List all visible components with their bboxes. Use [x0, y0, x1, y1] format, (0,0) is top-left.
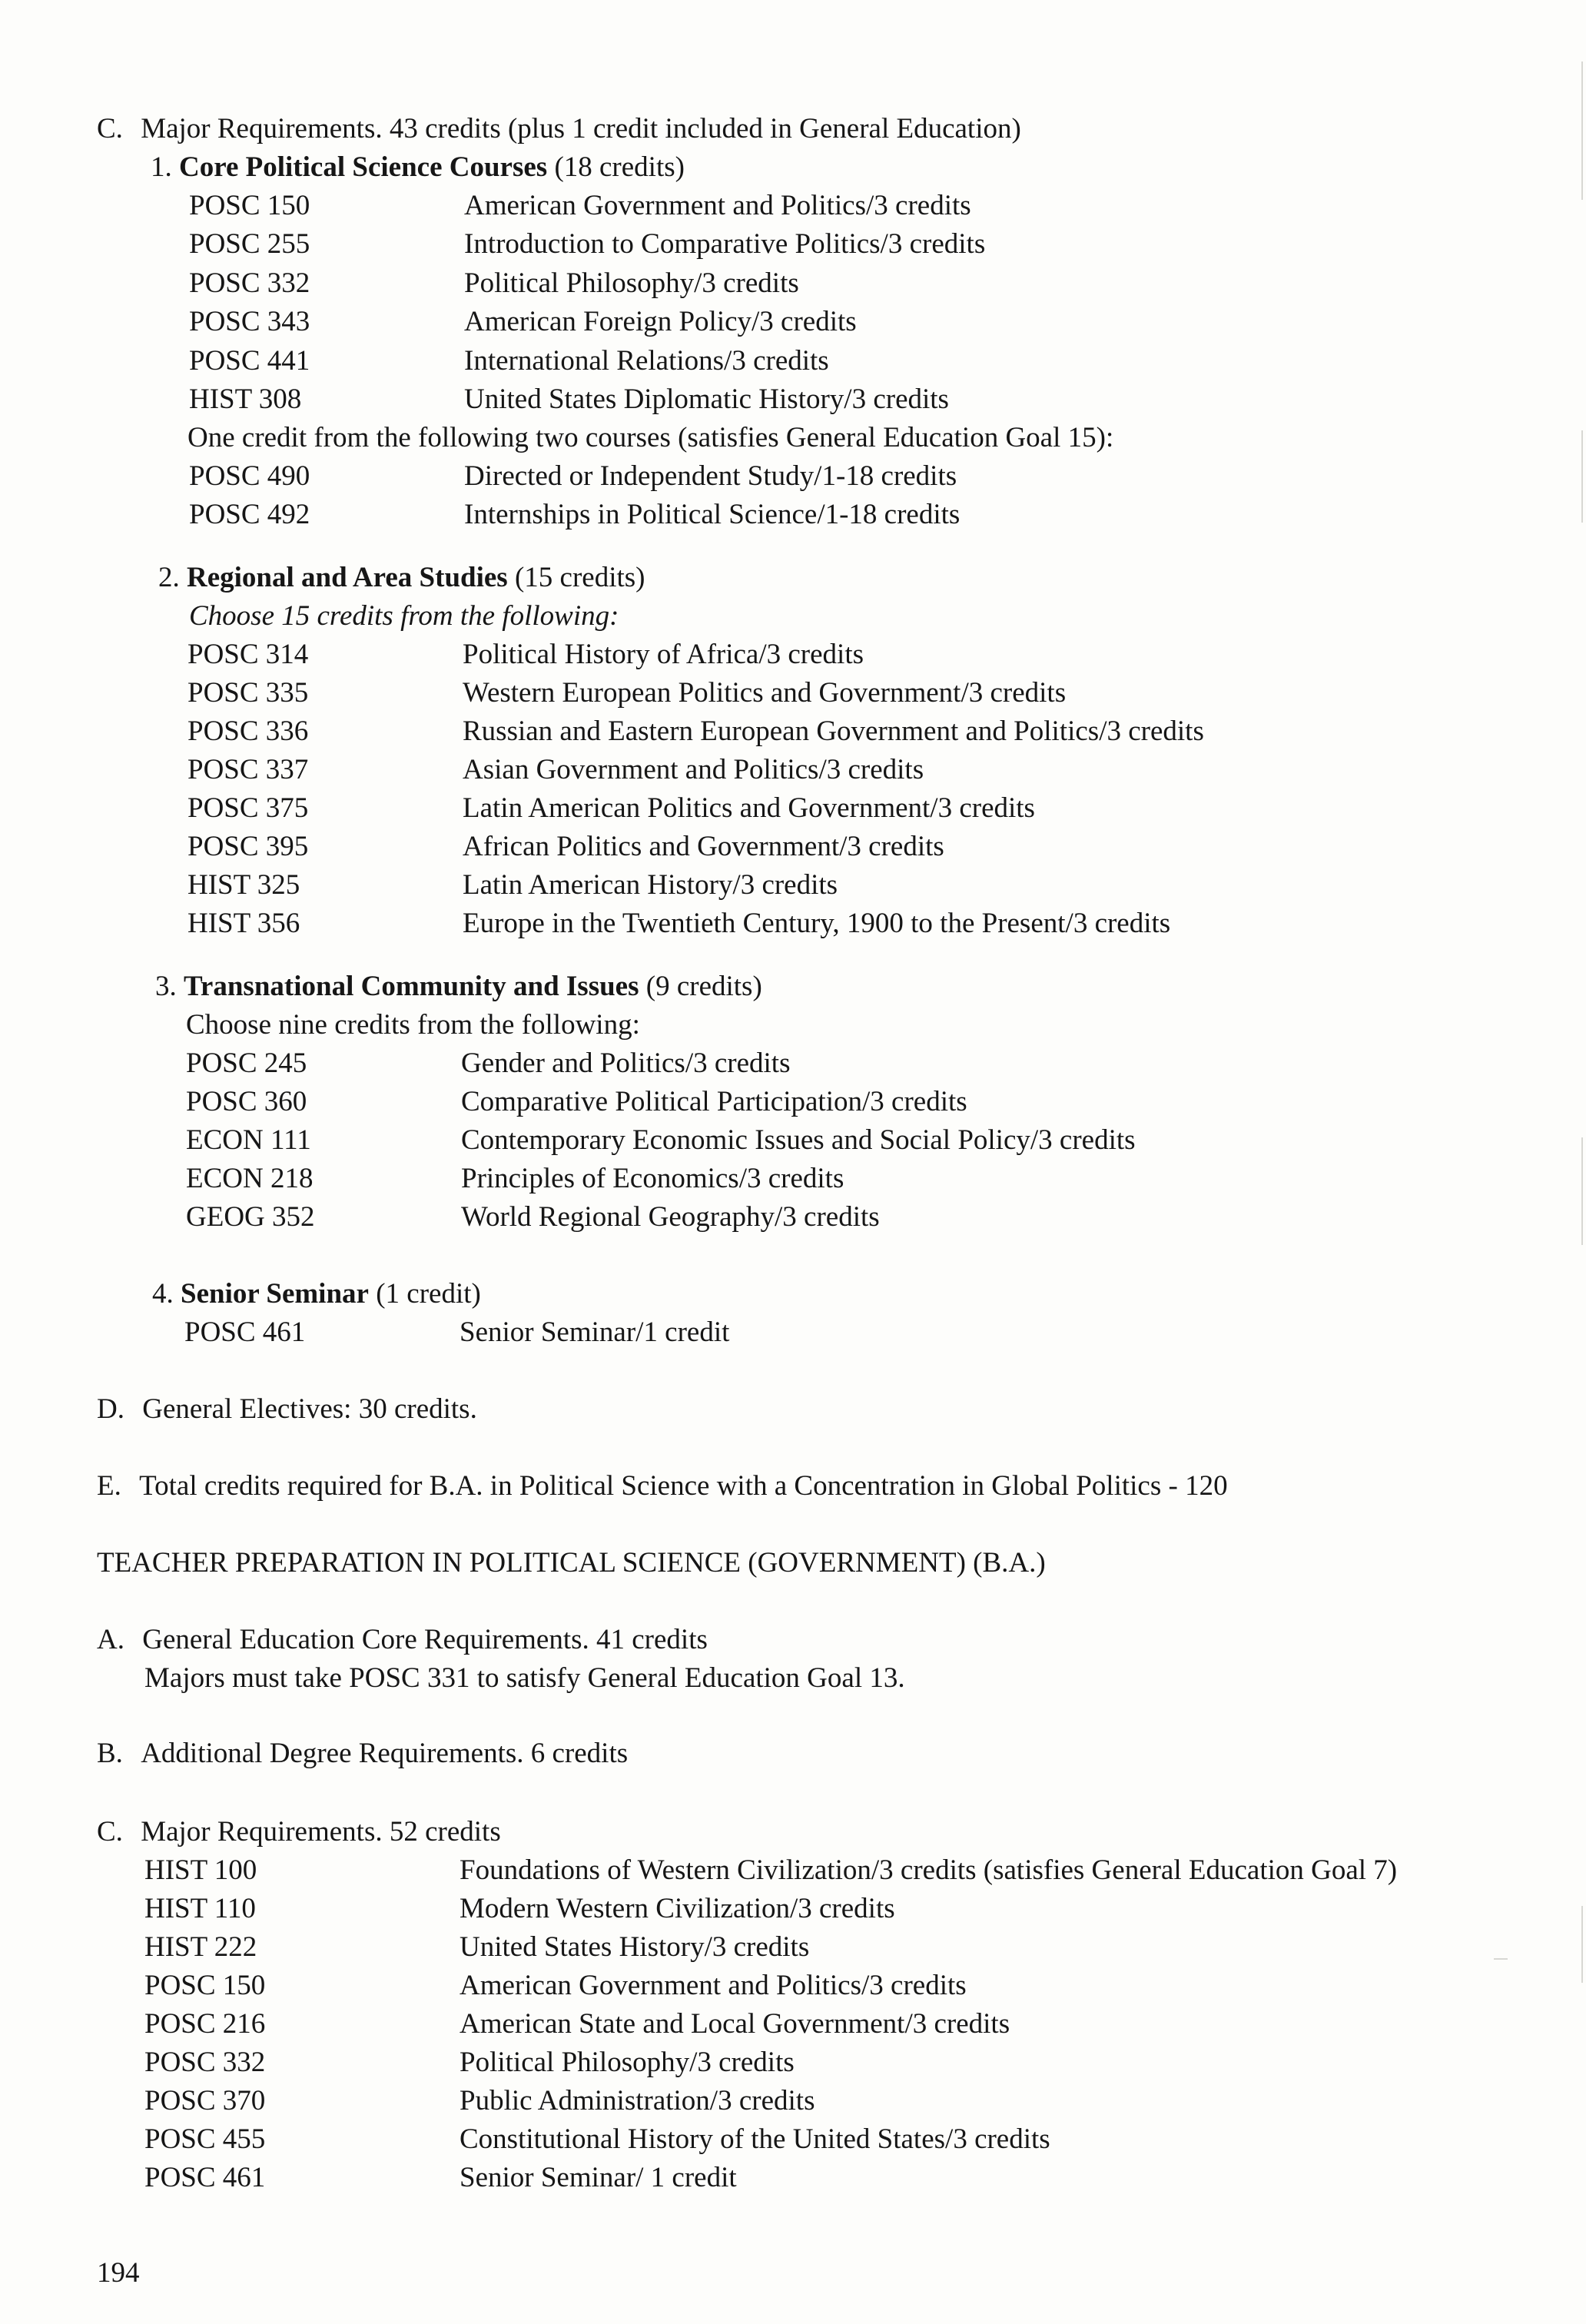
course-code: POSC 492	[189, 499, 310, 530]
teacher-prep-heading: TEACHER PREPARATION IN POLITICAL SCIENCE (GOVERNMENT) (B.A.)	[97, 1547, 1046, 1579]
subsection-credits: (9 credits)	[645, 971, 762, 1002]
course-title: Principles of Economics/3 credits	[461, 1163, 844, 1194]
scan-edge-mark	[1581, 61, 1583, 200]
course-title: Directed or Independent Study/1-18 credits	[464, 460, 957, 492]
course-code: POSC 337	[187, 754, 309, 785]
subsection-credits: (18 credits)	[554, 151, 685, 183]
section-text: General Electives: 30 credits.	[142, 1393, 477, 1425]
course-code: ECON 218	[186, 1163, 314, 1194]
course-code: HIST 325	[187, 869, 300, 901]
teacher-section-a	[97, 1623, 708, 1657]
subsection-title: Transnational Community and Issues	[184, 971, 639, 1002]
teacher-section-b	[97, 1737, 628, 1771]
course-title: Europe in the Twentieth Century, 1900 to the Present/3 credits	[463, 908, 1171, 939]
course-title: Senior Seminar/1 credit	[460, 1316, 730, 1348]
section-text: Major Requirements. 43 credits (plus 1 credit included in General Education)	[141, 113, 1021, 144]
course-title: American State and Local Government/3 credits	[460, 2008, 1010, 2040]
course-title: United States Diplomatic History/3 credits	[464, 383, 949, 415]
section-label: C.	[97, 1816, 123, 1848]
course-code: GEOG 352	[186, 1201, 315, 1233]
section-label: E.	[97, 1470, 121, 1502]
course-code: HIST 100	[144, 1854, 257, 1886]
section-text: General Education Core Requirements. 41 credits	[142, 1624, 708, 1655]
course-code: HIST 308	[189, 383, 302, 415]
course-code: HIST 356	[187, 908, 300, 939]
course-code: POSC 332	[144, 2047, 266, 2078]
course-title: Foundations of Western Civilization/3 credits (satisfies General Education Goal 7)	[460, 1854, 1398, 1886]
course-code: POSC 360	[186, 1086, 307, 1117]
section-text: Major Requirements. 52 credits	[141, 1816, 501, 1848]
subsection-title: Senior Seminar	[181, 1278, 369, 1310]
scan-dash-mark	[1494, 1958, 1508, 1960]
course-title: Political History of Africa/3 credits	[463, 639, 864, 670]
scan-edge-mark	[1581, 1906, 1583, 1983]
section-label: A.	[97, 1624, 124, 1655]
course-code: POSC 490	[189, 460, 310, 492]
section-text: Additional Degree Requirements. 6 credits	[141, 1738, 629, 1769]
subsection-credits: (15 credits)	[514, 562, 645, 593]
course-title: Latin American Politics and Government/3 credits	[463, 792, 1035, 824]
section-e-total	[97, 1469, 1228, 1503]
course-code: POSC 336	[187, 715, 309, 747]
course-code: POSC 216	[144, 2008, 266, 2040]
subsection-title: Core Political Science Courses	[179, 151, 548, 183]
course-title: American Government and Politics/3 credits	[464, 190, 971, 221]
teacher-section-c	[97, 1815, 501, 1849]
course-code: HIST 110	[144, 1893, 256, 1924]
course-title: Contemporary Economic Issues and Social Policy/3 credits	[461, 1124, 1136, 1156]
course-title: Modern Western Civilization/3 credits	[460, 1893, 895, 1924]
teacher-section-a-note: Majors must take POSC 331 to satisfy General Education Goal 13.	[144, 1662, 905, 1694]
regional-instruction: Choose 15 credits from the following:	[189, 600, 619, 632]
transnational-heading	[155, 970, 762, 1004]
course-code: ECON 111	[186, 1124, 311, 1156]
course-title: Internships in Political Science/1-18 credits	[464, 499, 961, 530]
course-title: Western European Politics and Government/3 credits	[463, 677, 1067, 709]
course-title: International Relations/3 credits	[464, 344, 829, 377]
course-code: POSC 150	[144, 1970, 266, 2001]
subsection-title: Regional and Area Studies	[187, 562, 508, 593]
course-title: Introduction to Comparative Politics/3 credits	[464, 228, 986, 261]
core-choice-note: One credit from the following two courses (satisfies General Education Goal 15):	[187, 422, 1114, 453]
course-code: POSC 335	[187, 677, 309, 709]
course-title: Asian Government and Politics/3 credits	[463, 754, 924, 785]
course-title: American Foreign Policy/3 credits	[464, 306, 857, 338]
course-title: Senior Seminar/ 1 credit	[460, 2162, 737, 2193]
course-title: Russian and Eastern European Government and Politics/3 credits	[463, 715, 1204, 747]
course-code: POSC 461	[184, 1316, 306, 1348]
course-code: POSC 375	[187, 792, 309, 824]
course-title: World Regional Geography/3 credits	[461, 1201, 880, 1233]
section-label: B.	[97, 1738, 123, 1769]
course-code: POSC 255	[189, 228, 310, 261]
course-code: POSC 314	[187, 639, 309, 670]
section-c-major-requirements	[97, 112, 1021, 146]
core-heading	[151, 151, 685, 184]
item-number: 3.	[155, 971, 177, 1002]
course-code: POSC 150	[189, 190, 310, 221]
scan-edge-mark	[1581, 430, 1583, 523]
course-code: POSC 332	[189, 267, 310, 299]
course-code: POSC 441	[189, 344, 310, 377]
course-title: Comparative Political Participation/3 credits	[461, 1086, 967, 1117]
course-title: Gender and Politics/3 credits	[461, 1047, 791, 1079]
seminar-heading	[152, 1277, 481, 1311]
course-title: Constitutional History of the United States/3 credits	[460, 2123, 1050, 2155]
section-d-electives	[97, 1393, 477, 1426]
course-code: POSC 343	[189, 306, 310, 338]
section-label: D.	[97, 1393, 124, 1425]
item-number: 4.	[152, 1278, 174, 1310]
course-title: Public Administration/3 credits	[460, 2085, 815, 2116]
course-code: POSC 370	[144, 2085, 266, 2116]
course-code: HIST 222	[144, 1931, 257, 1963]
course-title: American Government and Politics/3 credits	[460, 1970, 967, 2001]
page-number: 194	[97, 2257, 140, 2289]
course-title: United States History/3 credits	[460, 1931, 810, 1963]
course-title: African Politics and Government/3 credits	[463, 831, 944, 862]
item-number: 1.	[151, 151, 172, 183]
course-title: Latin American History/3 credits	[463, 869, 838, 901]
course-title: Political Philosophy/3 credits	[464, 267, 799, 299]
section-label: C.	[97, 113, 123, 144]
section-text: Total credits required for B.A. in Political Science with a Concentration in Global Politics - 120	[139, 1470, 1228, 1502]
course-code: POSC 461	[144, 2162, 266, 2193]
course-title: Political Philosophy/3 credits	[460, 2047, 795, 2078]
item-number: 2.	[158, 562, 180, 593]
scan-edge-mark	[1581, 1137, 1583, 1245]
regional-heading	[158, 561, 645, 595]
transnational-instruction: Choose nine credits from the following:	[186, 1009, 640, 1041]
subsection-credits: (1 credit)	[376, 1278, 481, 1310]
course-code: POSC 455	[144, 2123, 266, 2155]
course-code: POSC 395	[187, 831, 309, 862]
course-code: POSC 245	[186, 1047, 307, 1079]
